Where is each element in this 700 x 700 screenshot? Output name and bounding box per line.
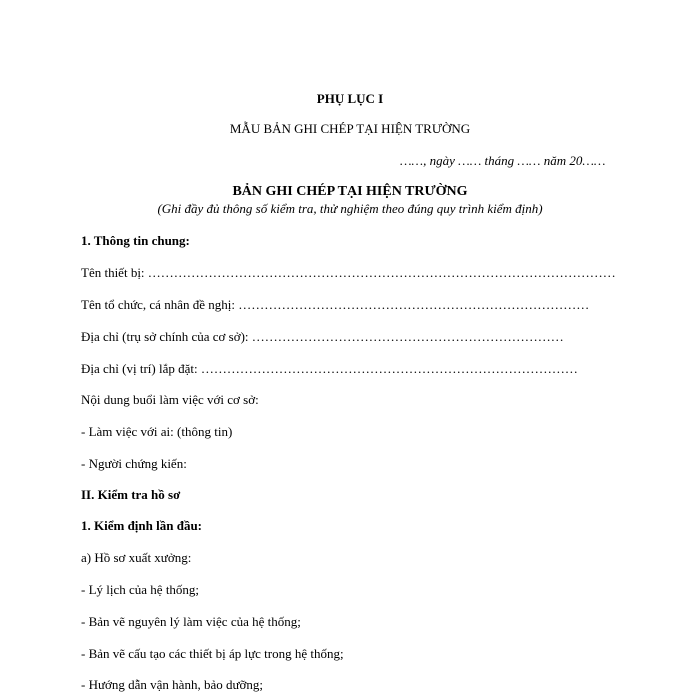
factory-records-label: a) Hồ sơ xuất xưởng:: [81, 550, 192, 565]
list-item: - Hướng dẫn vận hành, bảo dưỡng;: [81, 677, 263, 692]
section2-heading: II. Kiểm tra hồ sơ: [81, 487, 181, 502]
section1-heading: 1. Thông tin chung:: [81, 233, 190, 248]
install-address-field: Địa chỉ (vị trí) lắp đặt: ……………………………………………………………………………: [81, 361, 578, 376]
date-line: ……, ngày …… tháng …… năm 20……: [400, 153, 606, 168]
list-item: - Lý lịch của hệ thống;: [81, 582, 200, 597]
record-title: BẢN GHI CHÉP TẠI HIỆN TRƯỜNG: [232, 184, 468, 199]
org-name-field: Tên tổ chức, cá nhân đề nghị: ………………………………………………………………………: [81, 297, 590, 312]
device-name-field: Tên thiết bị: ………………………………………………………………………………………………: [81, 265, 616, 280]
appendix-label: PHỤ LỤC I: [316, 91, 384, 106]
first-inspection-heading: 1. Kiểm định lần đầu:: [81, 518, 203, 533]
list-item: - Bản vẽ cấu tạo các thiết bị áp lực trong hệ thống;: [81, 646, 344, 661]
list-item: - Bản vẽ nguyên lý làm việc của hệ thống;: [81, 614, 301, 629]
meeting-content-label: Nội dung buổi làm việc với cơ sở:: [81, 392, 259, 407]
record-subtitle: (Ghi đầy đủ thông số kiểm tra, thử nghiệm theo đúng quy trình kiểm định): [157, 201, 543, 216]
witness-label: - Người chứng kiến:: [81, 456, 187, 471]
worked-with-label: - Làm việc với ai: (thông tin): [81, 424, 233, 439]
form-title: MẪU BẢN GHI CHÉP TẠI HIỆN TRƯỜNG: [229, 121, 471, 136]
hq-address-field: Địa chỉ (trụ sở chính của cơ sở): ………………………………………………………………: [81, 329, 564, 344]
